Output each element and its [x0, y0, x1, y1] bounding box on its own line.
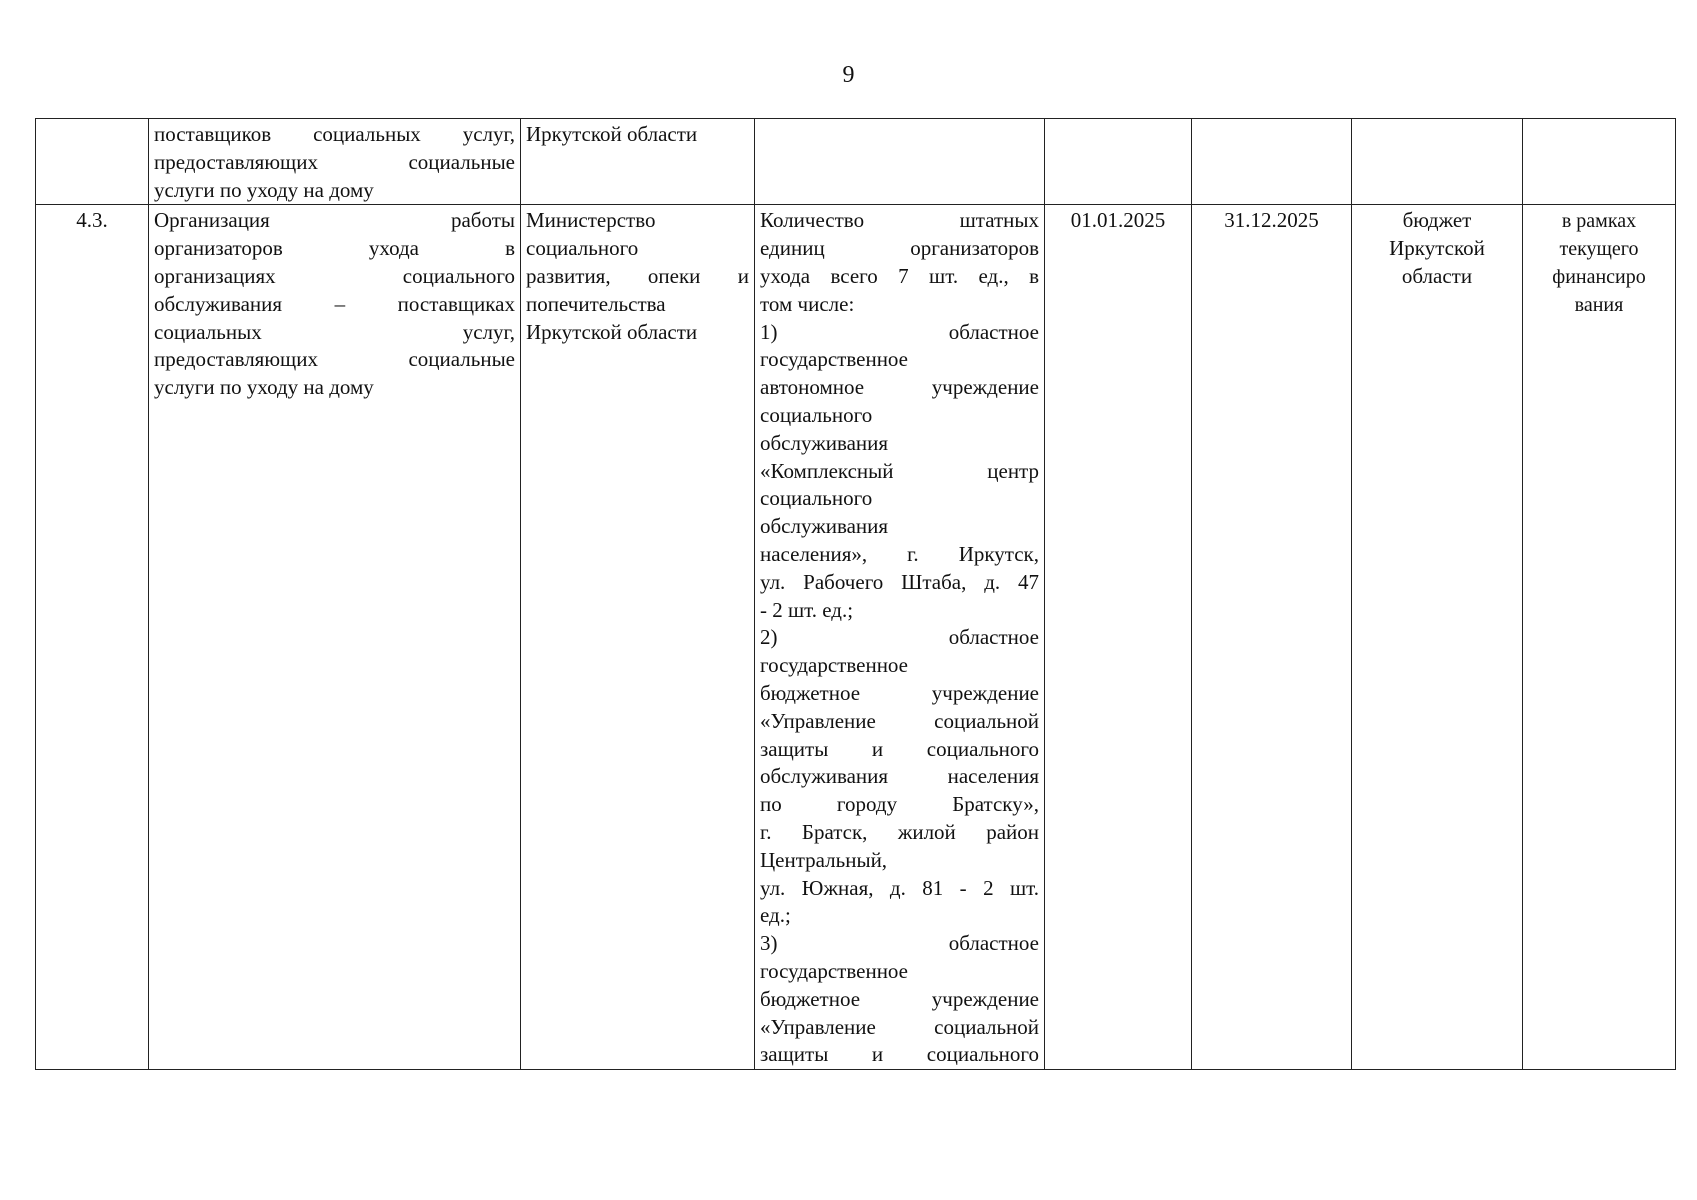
event-line: услуги по уходу на дому — [154, 177, 374, 202]
source-line: бюджет — [1402, 208, 1472, 233]
indicator-line: автономное учреждение — [760, 375, 1039, 400]
responsible-line: Иркутской области — [526, 122, 698, 146]
indicator-line: Центральный, — [760, 847, 888, 872]
cell-start-date — [1045, 119, 1192, 205]
responsible-line: Иркутской области — [526, 319, 698, 344]
indicator-line: обслуживания — [760, 430, 889, 455]
cell-event — [149, 205, 521, 1070]
cell-event — [149, 119, 521, 205]
indicator-line: «Управление социальной — [760, 708, 1039, 733]
indicator-line: 2) областное — [760, 625, 1039, 650]
cell-start-date: 01.01.2025 — [1045, 205, 1192, 1070]
financing-line: текущего — [1559, 238, 1639, 261]
cell-indicator — [755, 119, 1045, 205]
indicator-line: ухода всего 7 шт. ед., в — [760, 263, 1039, 288]
cell-responsible — [521, 119, 755, 205]
event-line: обслуживания – поставщиках — [154, 291, 515, 316]
indicator-line: бюджетное учреждение — [760, 986, 1039, 1011]
page-number: 9 — [842, 62, 855, 88]
indicator-line: государственное — [760, 347, 909, 372]
indicator-line: - 2 шт. ед.; — [760, 597, 854, 622]
indicator-line: социального — [760, 486, 873, 511]
event-line: предоставляющих социальные — [154, 149, 515, 174]
cell-source — [1352, 205, 1523, 1070]
indicator-line: защиты и социального — [760, 1042, 1039, 1067]
responsible-line: Министерство — [526, 208, 656, 233]
indicator-line: г. Братск, жилой район — [760, 819, 1039, 844]
plan-table — [35, 118, 1676, 1070]
cell-source — [1352, 119, 1523, 205]
indicator-line: государственное — [760, 653, 909, 678]
event-line: организаторов ухода в — [154, 236, 515, 261]
financing-line: финансиро — [1552, 266, 1646, 289]
indicator-line: обслуживания населения — [760, 764, 1039, 789]
event-line: социальных услуг, — [154, 319, 515, 344]
indicator-line: ул. Рабочего Штаба, д. 47 — [760, 569, 1039, 594]
indicator-line: бюджетное учреждение — [760, 680, 1039, 705]
indicator-line: государственное — [760, 958, 909, 983]
financing-line: в рамках — [1561, 210, 1637, 233]
indicator-line: населения», г. Иркутск, — [760, 541, 1039, 566]
event-line: предоставляющих социальные — [154, 347, 515, 372]
table-row-4-3 — [36, 205, 1676, 1070]
indicator-line: единиц организаторов — [760, 236, 1039, 261]
cell-indicator — [755, 205, 1045, 1070]
cell-end-date — [1192, 119, 1352, 205]
cell-number — [36, 119, 149, 205]
indicator-line: защиты и социального — [760, 736, 1039, 761]
indicator-line: Количество штатных — [760, 208, 1039, 233]
indicator-line: том числе: — [760, 291, 855, 316]
indicator-line: «Комплексный центр — [760, 458, 1039, 483]
cell-financing — [1523, 119, 1676, 205]
source-line: Иркутской — [1389, 236, 1485, 261]
indicator-line: «Управление социальной — [760, 1014, 1039, 1039]
indicator-line: социального — [760, 402, 873, 427]
indicator-line: 1) областное — [760, 319, 1039, 344]
responsible-line: социального — [526, 236, 639, 261]
cell-number: 4.3. — [36, 205, 149, 1070]
responsible-line: попечительства — [526, 291, 666, 316]
financing-line: вания — [1574, 294, 1624, 317]
indicator-line: обслуживания — [760, 514, 889, 539]
cell-end-date: 31.12.2025 — [1192, 205, 1352, 1070]
event-line: услуги по уходу на дому — [154, 375, 374, 400]
event-line: поставщиков социальных услуг, — [154, 122, 515, 146]
indicator-line: ул. Южная, д. 81 - 2 шт. — [760, 875, 1039, 900]
indicator-line: 3) областное — [760, 931, 1039, 956]
indicator-line: ед.; — [760, 903, 791, 928]
cell-responsible — [521, 205, 755, 1070]
responsible-line: развития, опеки и — [526, 263, 749, 288]
table-row-continuation — [36, 119, 1676, 205]
indicator-line: по городу Братску», — [760, 792, 1039, 817]
event-line: организациях социального — [154, 263, 515, 288]
cell-financing — [1523, 205, 1676, 1070]
event-line: Организация работы — [154, 208, 515, 233]
source-line: области — [1401, 263, 1473, 288]
